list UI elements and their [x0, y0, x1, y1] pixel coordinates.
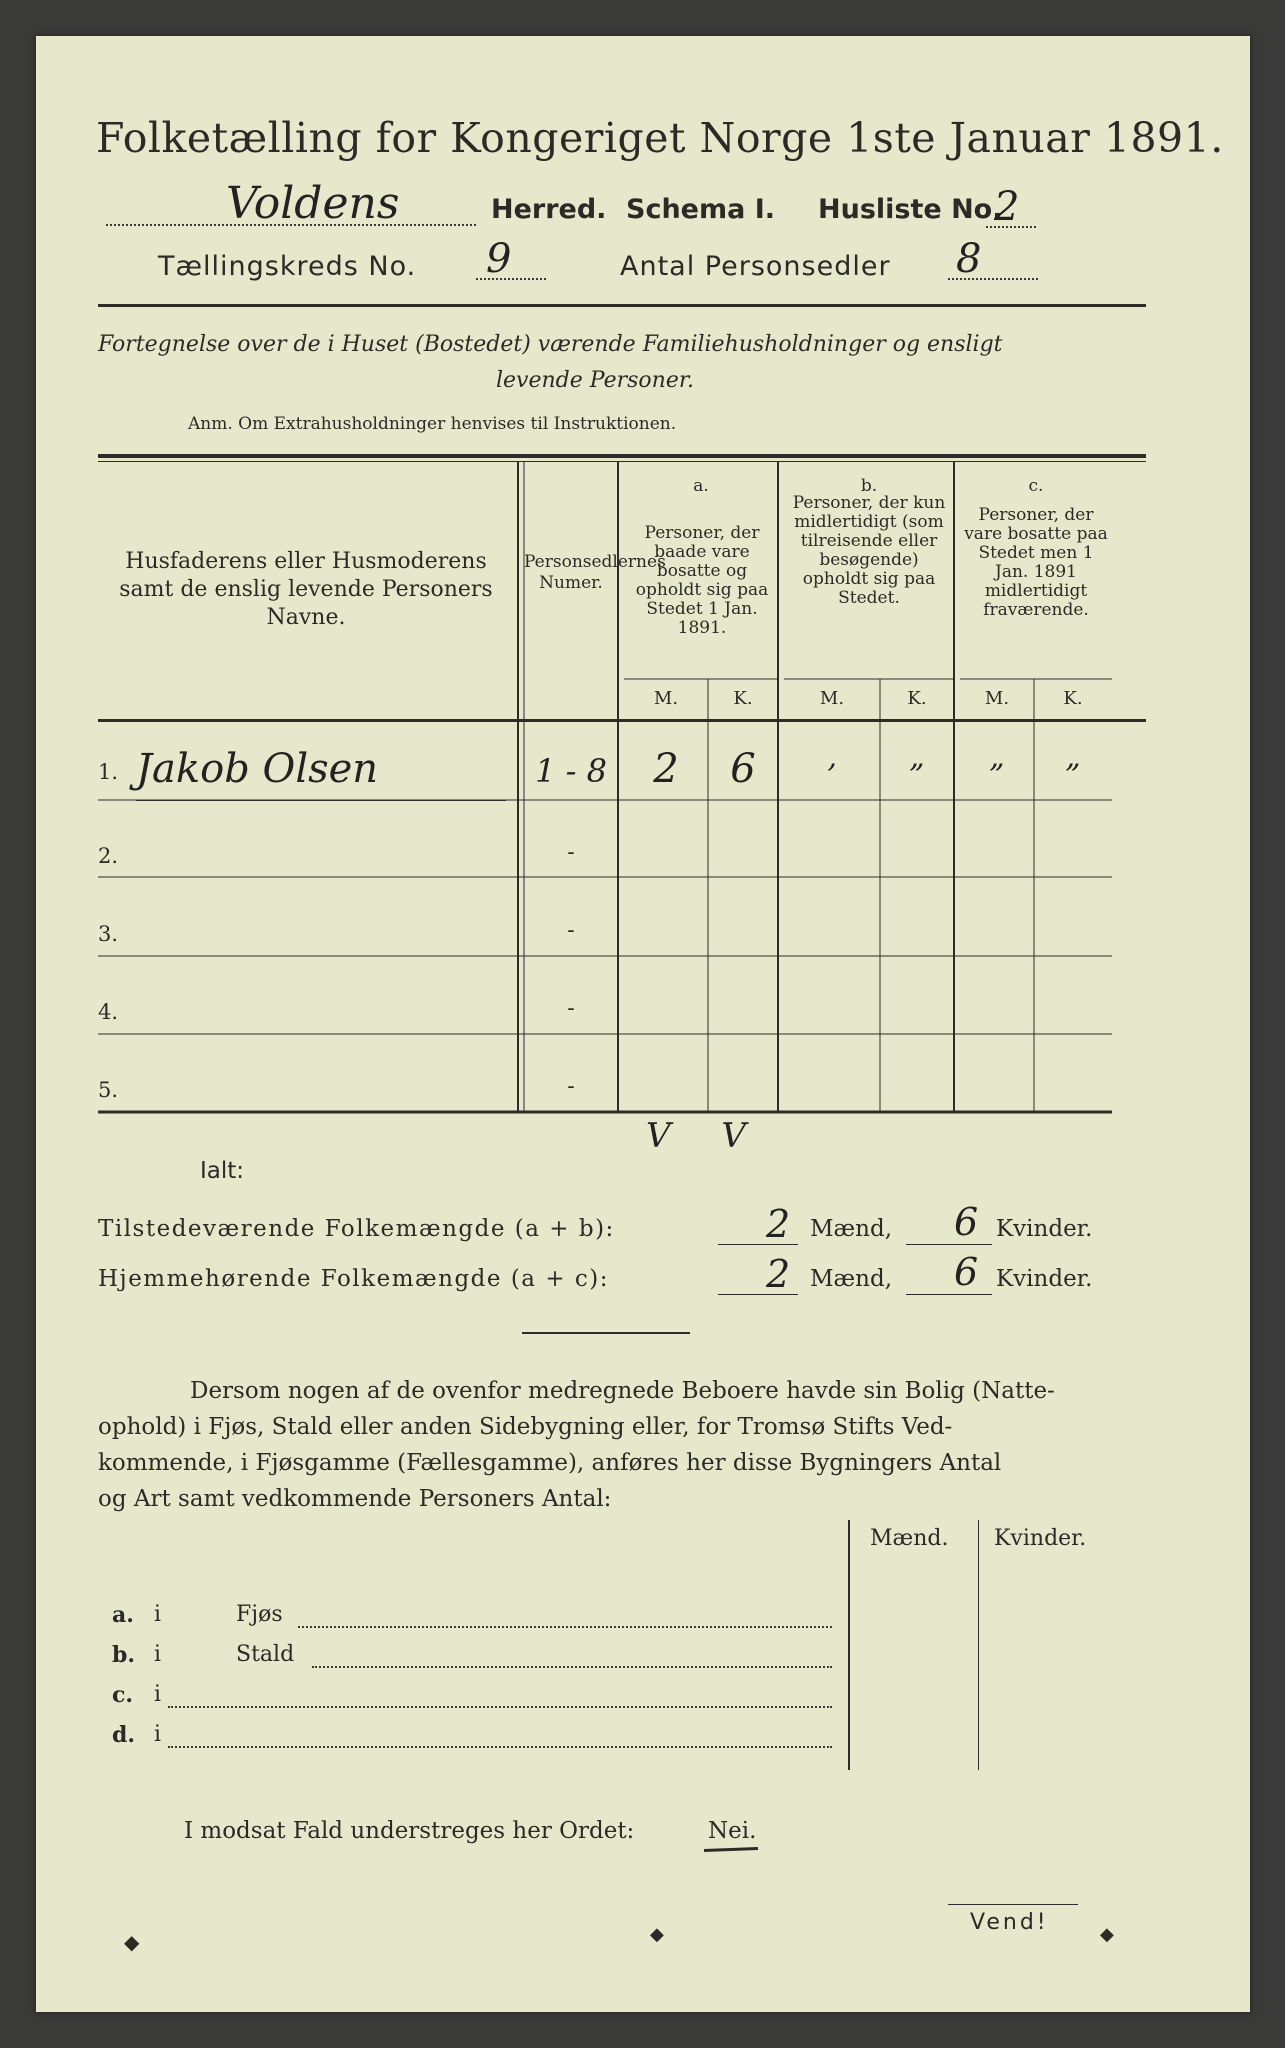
row-number: 5.	[98, 1078, 119, 1102]
form-title: Folketælling for Kongeriget Norge 1ste Januar 1891.	[96, 114, 1224, 162]
nei-word: Nei.	[708, 1818, 757, 1844]
vend-rule	[948, 1904, 1078, 1905]
row-number: 3.	[98, 922, 119, 946]
building-letter: d.	[112, 1722, 136, 1748]
hjemme-maend-label: Mænd,	[810, 1266, 893, 1292]
ink-blot-left: ◆	[124, 1930, 140, 1954]
buildings-col-rule-1	[848, 1520, 850, 1770]
buildings-col-rule-2	[978, 1520, 979, 1770]
col-b-m-label: M.	[819, 688, 845, 709]
col-b-letter: b.	[860, 476, 878, 496]
col-header-names: Husfaderens eller Husmoderens samt de enslig levende Personers Navne.	[119, 549, 493, 630]
buildings-line-4: og Art samt vedkommende Personers Antal:	[98, 1486, 612, 1512]
tilstede-label: Tilstedeværende Folkemængde (a + b):	[98, 1216, 615, 1242]
section-divider	[522, 1332, 690, 1334]
name-underline-1	[136, 800, 506, 801]
personseddel-numbers: -	[567, 996, 575, 1021]
kreds-value: 9	[486, 236, 512, 282]
kreds-label: Tællingskreds No.	[158, 251, 417, 282]
col-a-text: Personer, der baade vare bosatte og opholdt sig paa Stedet 1 Jan. 1891.	[635, 523, 769, 638]
husliste-label: Husliste No.	[818, 194, 1003, 225]
col-b-text: Personer, der kun midlertidigt (som tilreisende eller besøgende) opholdt sig paa Stedet.	[792, 493, 946, 608]
buildings-line-1: Dersom nogen af de ovenfor medregnede Beboere havde sin Bolig (Natte-	[190, 1378, 1055, 1404]
building-dots	[312, 1666, 832, 1668]
hjemme-kvinder-label: Kvinder.	[996, 1266, 1093, 1292]
building-dots	[168, 1706, 832, 1708]
census-form-page	[36, 36, 1250, 2012]
tilstede-maend-value: 2	[766, 1202, 791, 1246]
building-label: Stald	[236, 1642, 295, 1667]
building-dots	[298, 1626, 832, 1628]
tilstede-kvinder-value: 6	[954, 1200, 979, 1244]
a-kvinder: 6	[730, 746, 756, 792]
building-letter: b.	[112, 1642, 136, 1668]
col-c-text: Personer, der vare bosatte paa Stedet men 1 Jan. 1891 midlertidigt fraværende.	[964, 505, 1108, 620]
c-kvinder: „	[1065, 740, 1081, 775]
ink-blot-center: ◆	[650, 1924, 664, 1945]
table-grid	[36, 36, 1250, 2012]
husliste-value: 2	[994, 184, 1020, 230]
b-maend: ‚	[827, 740, 837, 775]
row-number: 2.	[98, 844, 119, 868]
c-maend: „	[989, 740, 1005, 775]
buildings-line-2: ophold) i Fjøs, Stald eller anden Sidebygning eller, for Tromsø Stifts Ved-	[98, 1414, 953, 1440]
col-a-k-label: K.	[733, 688, 753, 709]
buildings-kvinder-header: Kvinder.	[994, 1526, 1087, 1551]
col-c-k-label: K.	[1063, 688, 1083, 709]
col-a-letter: a.	[693, 476, 709, 496]
building-i: i	[154, 1642, 162, 1667]
intro-line-1: Fortegnelse over de i Huset (Bostedet) værende Familiehusholdninger og ensligt	[98, 332, 1003, 357]
building-letter: c.	[112, 1682, 134, 1708]
vend-text: Vend!	[970, 1910, 1049, 1935]
building-dots	[168, 1746, 832, 1748]
tilstede-k-line	[906, 1244, 992, 1245]
tilstede-maend-label: Mænd,	[810, 1216, 893, 1242]
row-number: 1.	[98, 760, 119, 784]
a-maend: 2	[653, 746, 679, 792]
herred-label: Herred.	[491, 194, 607, 225]
modsat-text: I modsat Fald understreges her Ordet:	[184, 1818, 635, 1844]
hjemme-label: Hjemmehørende Folkemængde (a + c):	[98, 1266, 609, 1292]
building-i: i	[154, 1722, 162, 1747]
col-c-letter: c.	[1028, 476, 1044, 496]
b-kvinder: „	[909, 740, 925, 775]
building-i: i	[154, 1682, 162, 1707]
col-a-m-label: M.	[653, 688, 679, 709]
building-label: Fjøs	[236, 1602, 283, 1627]
col-b-k-label: K.	[907, 688, 927, 709]
building-letter: a.	[112, 1602, 134, 1628]
tilstede-kvinder-label: Kvinder.	[996, 1216, 1093, 1242]
herred-value: Voldens	[226, 178, 400, 229]
check-marks: V V	[646, 1116, 766, 1156]
buildings-maend-header: Mænd.	[870, 1526, 949, 1551]
hjemme-kvinder-value: 6	[954, 1250, 979, 1294]
personseddel-numbers: -	[567, 1074, 575, 1099]
anm-note: Anm. Om Extrahusholdninger henvises til Instruktionen.	[188, 414, 677, 434]
buildings-line-3: kommende, i Fjøsgamme (Fællesgamme), anføres her disse Bygningers Antal	[98, 1450, 1002, 1476]
personsedler-value: 8	[956, 236, 982, 282]
personseddel-numbers: 1 - 8	[535, 752, 607, 790]
person-name: Jakob Olsen	[136, 746, 379, 792]
col-header-num: Personsedlernes Numer.	[524, 552, 666, 593]
ink-blot-right: ◆	[1100, 1924, 1114, 1945]
ialt-label: Ialt:	[200, 1158, 245, 1184]
personseddel-numbers: -	[567, 918, 575, 943]
intro-line-2: levende Personer.	[496, 368, 694, 393]
personsedler-label: Antal Personsedler	[620, 251, 891, 282]
personseddel-numbers: -	[567, 840, 575, 865]
schema-label: Schema I.	[626, 194, 776, 225]
row-number: 4.	[98, 1000, 119, 1024]
hjemme-k-line	[906, 1294, 992, 1295]
col-c-m-label: M.	[984, 688, 1010, 709]
hjemme-maend-value: 2	[766, 1252, 791, 1296]
building-i: i	[154, 1602, 162, 1627]
